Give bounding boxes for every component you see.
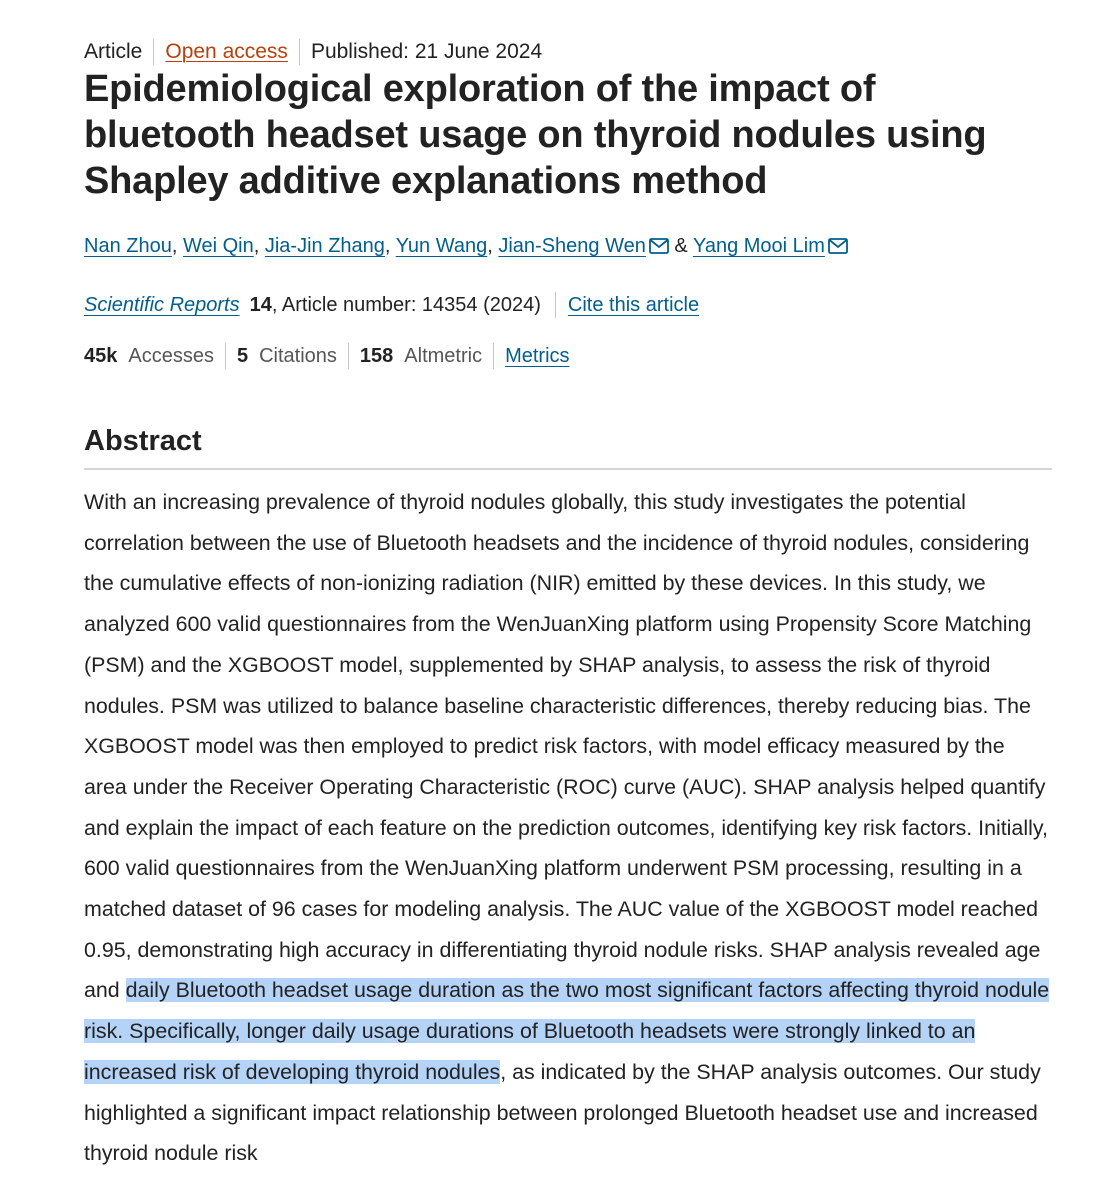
article-title: Epidemiological exploration of the impact of bluetooth headset usage on thyroid nodules using Shapley additive explanations method (84, 68, 987, 202)
abstract-text-part: , as indicated by the SHAP analysis outcomes. Our study highlighted a significant impact relationship between prolonged Bluetooth headset use and increased thyroid nodule risk (84, 1059, 1041, 1166)
altmetric-score: 158 (359, 345, 394, 367)
altmetric-label: Altmetric (404, 345, 483, 367)
metrics-bar (84, 342, 570, 370)
accesses-count: 45k (84, 345, 118, 367)
citations-count: 5 (236, 345, 249, 367)
article-meta (84, 38, 542, 66)
divider (555, 292, 556, 318)
metrics-link[interactable]: Metrics (505, 345, 570, 367)
open-access-link[interactable]: Open access (165, 40, 288, 63)
divider (153, 39, 154, 65)
author-link[interactable]: Wei Qin (182, 235, 254, 257)
journal-link[interactable]: Scientific Reports (84, 294, 240, 316)
accesses-label: Accesses (128, 345, 214, 367)
abstract-text (84, 482, 1052, 1174)
author-link[interactable]: Jia-Jin Zhang (264, 235, 385, 257)
author-link[interactable]: Nan Zhou (84, 235, 172, 257)
divider (493, 343, 494, 369)
ampersand: & (674, 235, 688, 257)
author-link[interactable]: Yun Wang (395, 235, 488, 257)
selected-text[interactable]: daily Bluetooth headset usage duration as the two most significant factors affecting thyroid nodule risk. Specifically, longer daily usage durations of Bluetooth headsets were strongly linked to an increased risk of developing thyroid nodules (84, 978, 1050, 1084)
mail-icon[interactable] (649, 234, 669, 262)
author-link[interactable]: Jian-Sheng Wen (498, 235, 646, 257)
journal-volume: 14 (249, 294, 272, 316)
published-date: Published: 21 June 2024 (310, 40, 543, 63)
author-link[interactable]: Yang Mooi Lim (692, 235, 825, 257)
cite-article-link[interactable]: Cite this article (567, 294, 700, 316)
divider (225, 343, 226, 369)
divider (348, 343, 349, 369)
section-divider (84, 468, 1052, 470)
journal-info (84, 291, 699, 319)
divider (299, 39, 300, 65)
article-type: Article (84, 40, 143, 63)
abstract-heading: Abstract (84, 425, 202, 457)
citations-label: Citations (259, 345, 337, 367)
mail-icon[interactable] (828, 234, 848, 262)
abstract-text-part: With an increasing prevalence of thyroid nodules globally, this study investigates the potential correlation between the use of Bluetooth headsets and the incidence of thyroid nodules, considering the cumulative effects of non-ionizing radiation (NIR) emitted by these devices. In this study, we analyzed 600 valid questionnaires from the WenJuanXing platform using Propensity Score Matching (PSM) and the XGBOOST model, supplemented by SHAP analysis, to assess the risk of thyroid nodules. PSM was utilized to balance baseline characteristic differences, thereby reducing bias. The XGBOOST model was then employed to predict risk factors, with model efficacy measured by the area under the Receiver Operating Characteristic (ROC) curve (AUC). SHAP analysis helped quantify and explain the impact of each feature on the prediction outcomes, identifying key risk factors. Initially, 600 valid questionnaires from the WenJuanXing platform underwent PSM processing, resulting in a matched dataset of 96 cases for modeling analysis. The AUC value of the XGBOOST model reached 0.95, demonstrating high accuracy in differentiating thyroid nodule risks. SHAP analysis revealed age and (84, 490, 1048, 1003)
author-list: Nan Zhou, Wei Qin, Jia-Jin Zhang, Yun Wang, Jian-Sheng Wen & Yang Mooi Lim (84, 232, 848, 262)
article-number: , Article number: 14354 (2024) (271, 294, 541, 316)
